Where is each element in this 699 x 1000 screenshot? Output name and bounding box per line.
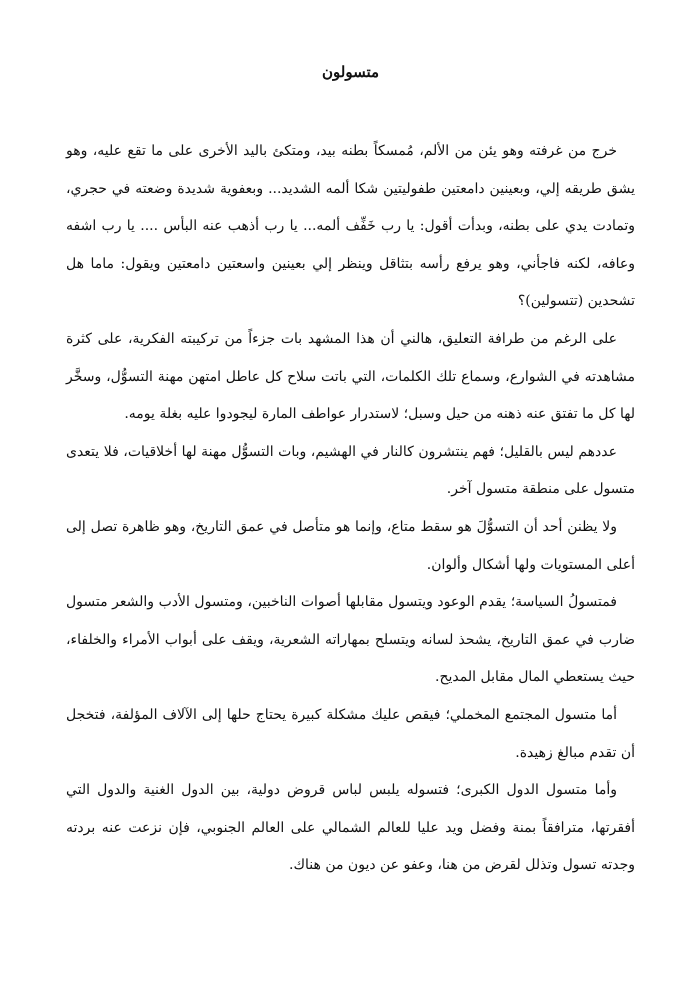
paragraph: ولا يظنن أحد أن التسوُّلَ هو سقط متاع، وإنما هو متأصل في عمق التاريخ، وهو ظاهرة تصل إلى أعلى المستويات ولها أشكال وألوان. xyxy=(66,518,635,573)
paragraph: أما متسول المجتمع المخملي؛ فيقص عليك مشكلة كبيرة يحتاج حلها إلى الآلاف المؤلفة، فتخجل أن تقدم مبالغ زهيدة. xyxy=(66,706,635,761)
paragraph: خرج من غرفته وهو يئن من الألم، مُمسكاً بطنه بيد، ومتكئ باليد الأخرى على ما تقع عليه، وهو يشق طريقه إلي، وبعينين دامعتين طفوليتين شكا ألمه الشديد... وبعفوية شديدة وضعته في حجري، وتمادت يدي على بطنه، وبدأت أقول: يا رب خَفِّف ألمه... يا رب أذهب عنه البأس .... يا رب اشفه وعافه، لكنه فاجأني، وهو يرفع رأسه بتثاقل وينظر إلي بعينين واسعتين دامعتين ويقول: ماما هل تشحدين (تتسولين)؟ xyxy=(66,143,635,310)
paragraph: وأما متسول الدول الكبرى؛ فتسوله يلبس لباس قروض دولية، بين الدول الغنية والدول التي أفقرتها، مترافقاً بمنة وفضل ويد عليا للعالم الشمالي على العالم الجنوبي، فإن نزعت عنه بردته وجدته تسول وتذلل لقرض من هنا، وعفو عن ديون من هناك. xyxy=(66,782,635,874)
paragraph: عددهم ليس بالقليل؛ فهم ينتشرون كالنار في الهشيم، وبات التسوُّل مهنة لها أخلاقيات، فلا يتعدى متسول على منطقة متسول آخر. xyxy=(66,443,635,498)
document-title: متسولون xyxy=(321,63,380,81)
paragraph: فمتسولُ السياسة؛ يقدم الوعود ويتسول مقابلها أصوات الناخبين، ومتسول الأدب والشعر متسول ضارب في عمق التاريخ، يشحذ لسانه ويتسلح بمهاراته الشعرية، ويقف على أبواب الأمراء والخلفاء، حيث يستعطي المال مقابل المديح. xyxy=(66,594,635,686)
paragraph: على الرغم من طرافة التعليق، هالني أن هذا المشهد بات جزءاً من تركيبته الفكرية، على كثرة مشاهدته في الشوارع، وسماع تلك الكلمات، التي باتت سلاح كل عاطل امتهن مهنة التسوُّل، وسخَّر لها كل ما تفتق عنه ذهنه من حيل وسبل؛ لاستدرار عواطف المارة ليجودوا عليه بغلة يومه. xyxy=(66,330,635,423)
document-body xyxy=(66,133,635,885)
